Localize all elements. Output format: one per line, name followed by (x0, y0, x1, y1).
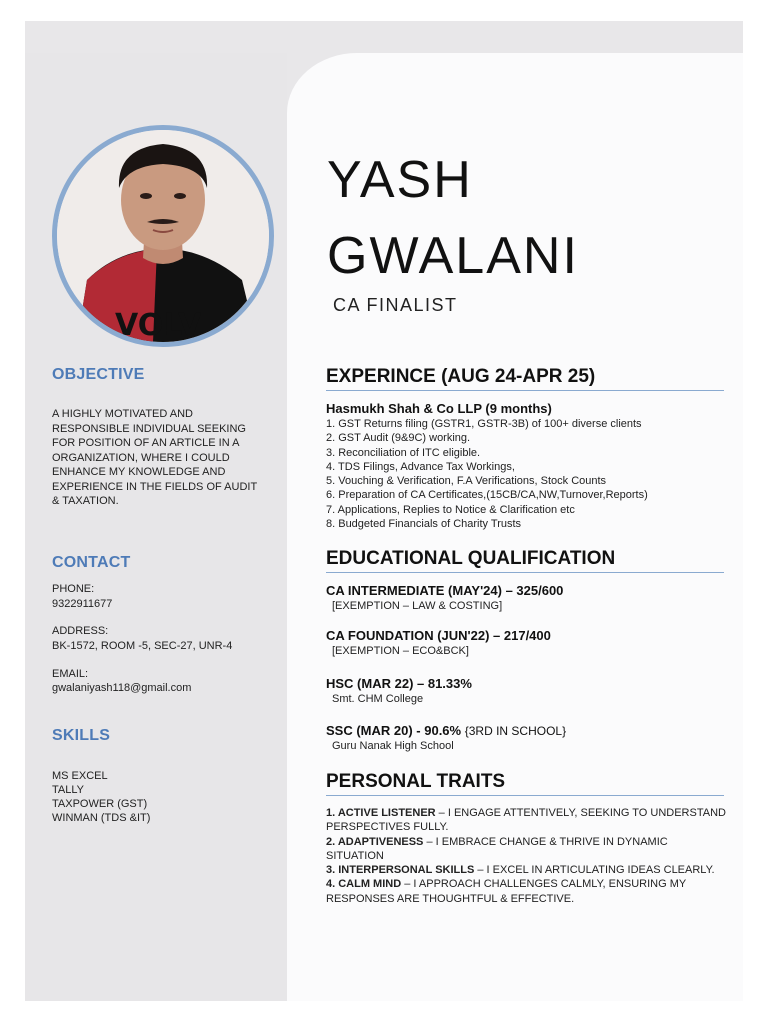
email-value: gwalaniyash118@gmail.com (52, 682, 192, 694)
top-band (25, 21, 743, 53)
education-sub: [EXEMPTION – LAW & COSTING] (332, 600, 503, 612)
job-title: CA FINALIST (333, 295, 458, 315)
traits-list (326, 806, 726, 906)
company-name: Hasmukh Shah & Co LLP (9 months) (326, 401, 552, 416)
education-title: CA FOUNDATION (JUN'22) – 217/400 (326, 628, 551, 643)
trait-item (326, 863, 726, 877)
experience-item: 4. TDS Filings, Advance Tax Workings, (326, 460, 515, 473)
phone-value: 9322911677 (52, 598, 113, 610)
trait-label: 2. ADAPTIVENESS (326, 835, 424, 848)
education-title: HSC (MAR 22) – 81.33% (326, 676, 472, 691)
experience-item: 6. Preparation of CA Certificates,(15CB/CA,NW,Turnover,Reports) (326, 489, 648, 502)
avatar-illustration (57, 130, 269, 342)
experience-item: 8. Budgeted Financials of Charity Trusts (326, 518, 522, 531)
trait-text: – I EXCEL IN ARTICULATING IDEAS CLEARLY. (474, 864, 715, 877)
profile-photo (52, 125, 274, 347)
address-label: ADDRESS: (52, 625, 109, 637)
objective-text: A HIGHLY MOTIVATED AND RESPONSIBLE INDIVIDUAL SEEKING FOR POSITION OF AN ARTICLE IN A ORGANIZATION, WHERE I COULD ENHANCE MY KNOWLEDGE AND EXPERIENCE IN THE FIELDS OF AUDIT & TAXATION. (52, 408, 257, 507)
traits-heading: PERSONAL TRAITS (326, 771, 724, 796)
name-first: YASH (327, 151, 473, 209)
experience-list (326, 417, 648, 531)
education-sub: Smt. CHM College (332, 693, 424, 705)
trait-text: – I ENGAGE ATTENTIVELY, SEEKING TO UNDERSTAND PERSPECTIVES FULLY. (326, 807, 726, 834)
trait-label: 1. ACTIVE LISTENER (326, 807, 436, 819)
trait-item (326, 877, 726, 906)
skill-item: TALLY (52, 784, 84, 796)
education-sub: Guru Nanak High School (332, 740, 454, 752)
experience-item: 5. Vouching & Verification, F.A Verifications, Stock Counts (326, 475, 607, 488)
skills-heading: SKILLS (52, 727, 111, 744)
trait-text: – I EMBRACE CHANGE & THRIVE IN DYNAMIC SITUATION (326, 835, 668, 862)
trait-item (326, 806, 726, 835)
svg-text:VOLV: VOLV (115, 308, 202, 342)
trait-item (326, 835, 726, 864)
education-entry (326, 676, 472, 705)
objective-heading: OBJECTIVE (52, 366, 145, 383)
name-last: GWALANI (327, 227, 579, 285)
skill-item: MS EXCEL (52, 770, 108, 782)
contact-heading: CONTACT (52, 554, 131, 571)
education-entry (326, 723, 566, 752)
address-value: BK-1572, ROOM -5, SEC-27, UNR-4 (52, 640, 233, 652)
phone-label: PHONE: (52, 583, 95, 595)
education-title: SSC (MAR 20) - 90.6% (326, 723, 462, 738)
email-label: EMAIL: (52, 668, 89, 680)
experience-heading: EXPERINCE (AUG 24-APR 25) (326, 366, 724, 391)
trait-label: 4. CALM MIND (326, 878, 402, 891)
education-heading: EDUCATIONAL QUALIFICATION (326, 548, 724, 573)
skill-item: WINMAN (TDS &IT) (52, 812, 151, 824)
education-sub: [EXEMPTION – ECO&BCK] (332, 645, 469, 657)
experience-item: 1. GST Returns filing (GSTR1, GSTR-3B) of 100+ diverse clients (326, 418, 642, 430)
trait-text: – I APPROACH CHALLENGES CALMLY, ENSURING MY RESPONSES ARE THOUGHTFUL & EFFECTIVE. (326, 878, 687, 905)
experience-item: 2. GST Audit (9&9C) working. (326, 432, 471, 445)
education-rank: {3RD IN SCHOOL} (464, 724, 567, 738)
trait-label: 3. INTERPERSONAL SKILLS (326, 864, 475, 877)
experience-item: 7. Applications, Replies to Notice & Clarification etc (326, 503, 575, 516)
education-entry (326, 583, 563, 612)
education-title: CA INTERMEDIATE (MAY'24) – 325/600 (326, 583, 564, 598)
skill-item: TAXPOWER (GST) (52, 798, 148, 810)
education-entry (326, 628, 551, 657)
experience-item: 3. Reconciliation of ITC eligible. (326, 446, 481, 459)
